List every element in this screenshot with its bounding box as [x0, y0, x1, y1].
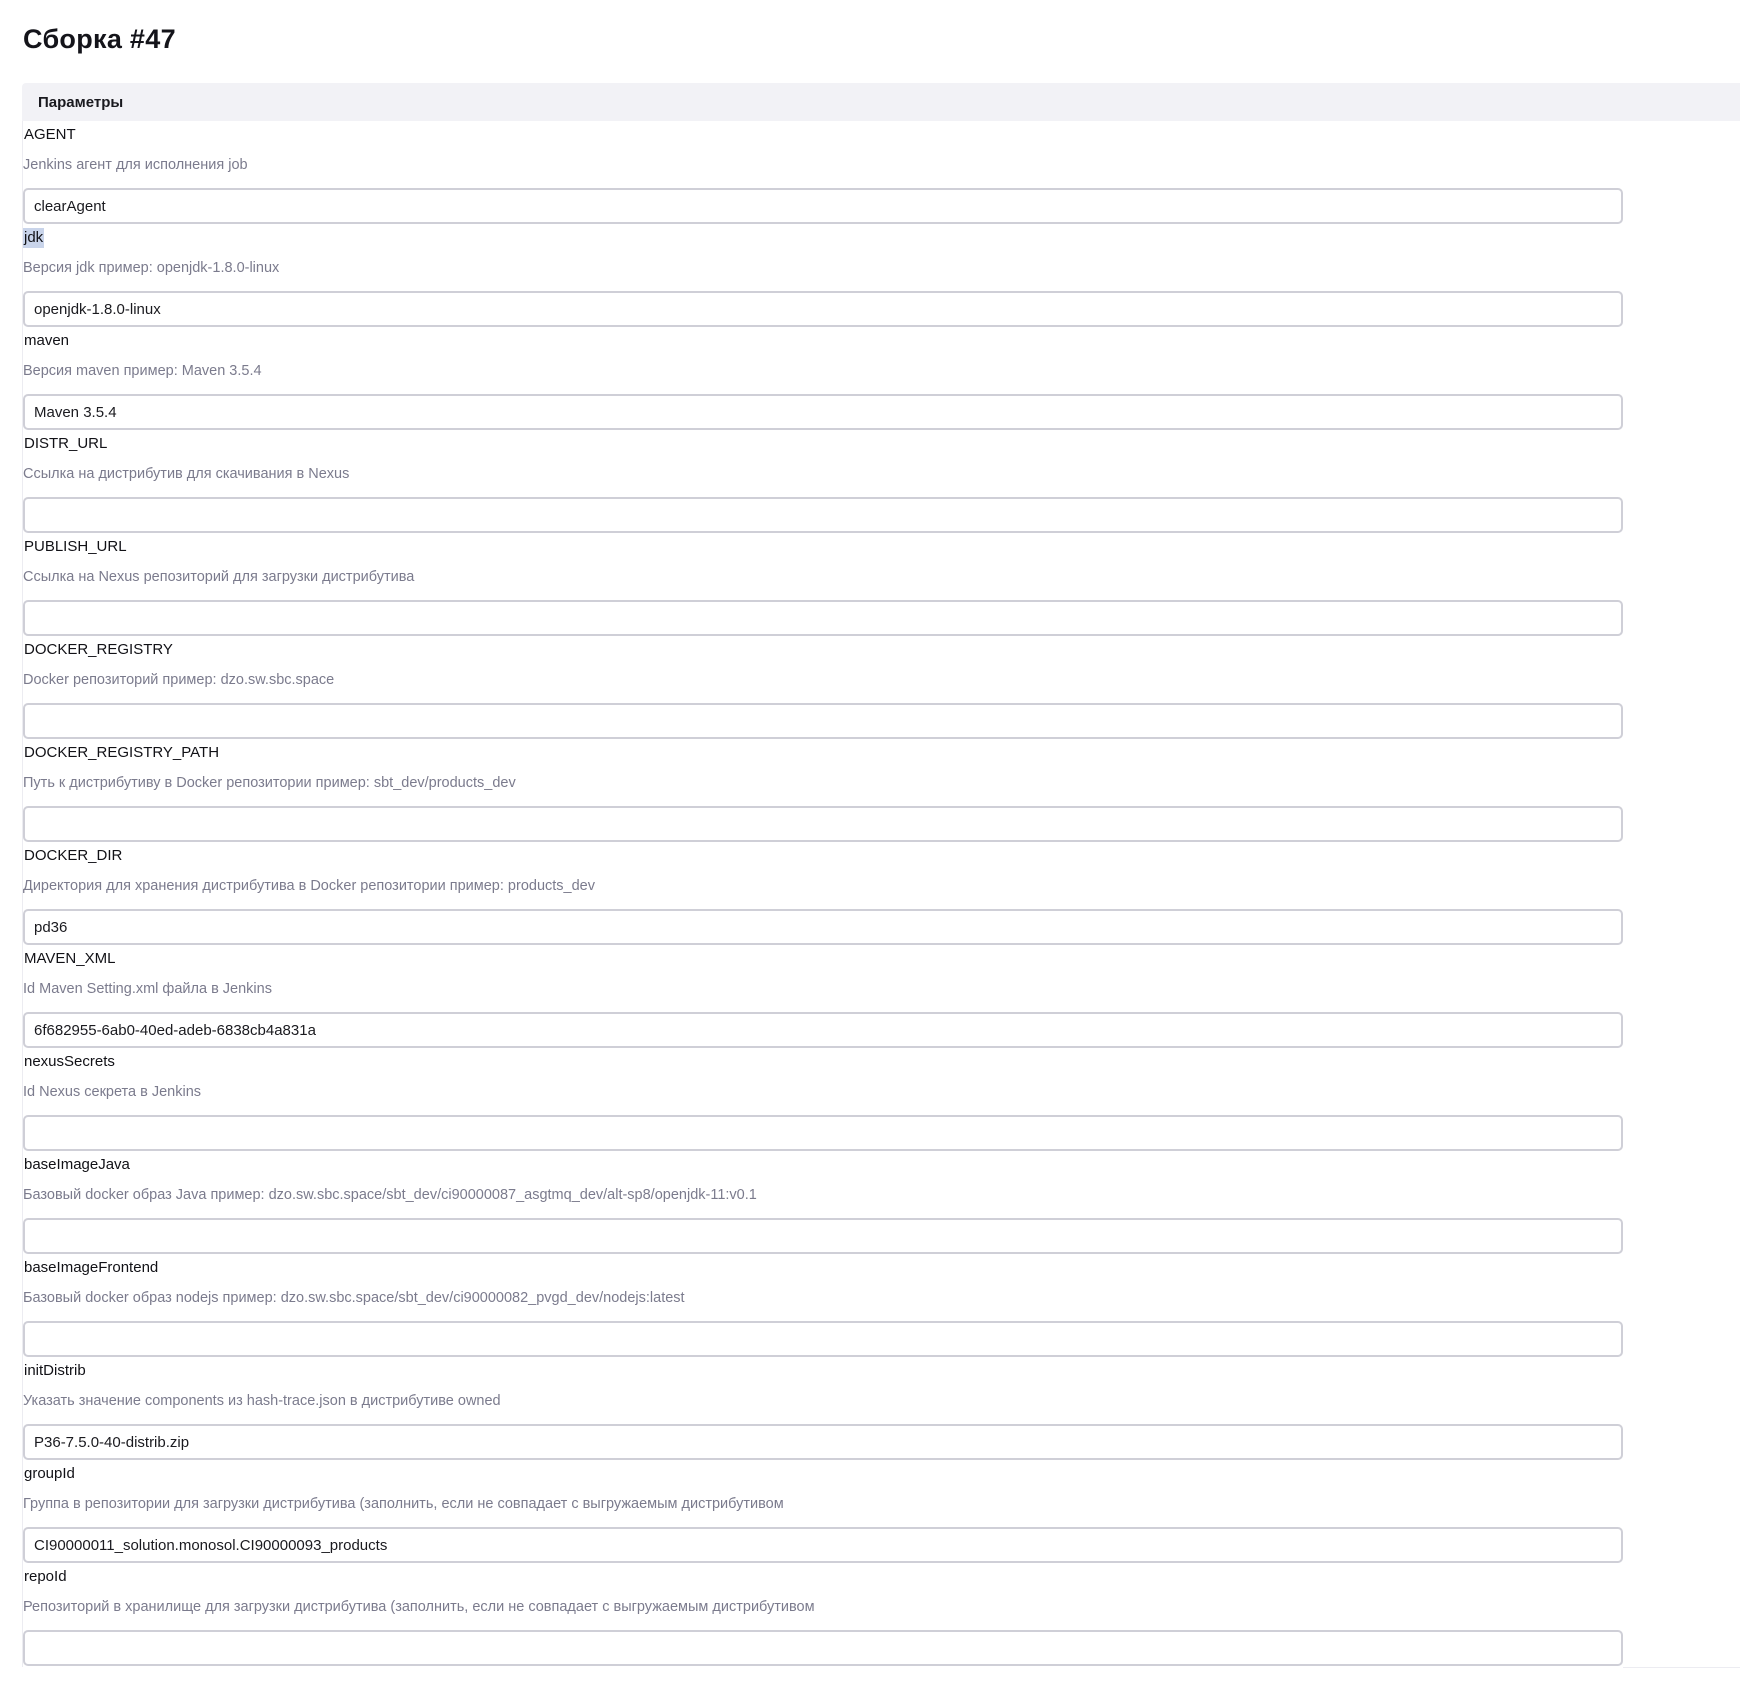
param-description: Указать значение components из hash-trace.json в дистрибутиве owned	[23, 1393, 501, 1409]
param-name: AGENT	[24, 126, 76, 143]
param-base-image-java-input[interactable]	[23, 1218, 1623, 1254]
param-name: DOCKER_DIR	[24, 847, 123, 864]
param-publish-url-input[interactable]	[23, 600, 1623, 636]
parameters-list	[23, 121, 1623, 1666]
param-jdk	[23, 224, 1623, 327]
param-docker-dir	[23, 842, 1623, 945]
param-docker-registry-path	[23, 739, 1623, 842]
param-description: Ссылка на дистрибутив для скачивания в Nexus	[23, 466, 350, 482]
param-distr-url	[23, 430, 1623, 533]
param-description: Docker репозиторий пример: dzo.sw.sbc.space	[23, 672, 335, 688]
param-description: Путь к дистрибутиву в Docker репозитории пример: sbt_dev/products_dev	[23, 775, 516, 791]
param-name: DISTR_URL	[24, 435, 108, 452]
param-description: Ссылка на Nexus репозиторий для загрузки дистрибутива	[23, 569, 415, 585]
param-base-image-frontend-input[interactable]	[23, 1321, 1623, 1357]
param-docker-registry-input[interactable]	[23, 703, 1623, 739]
param-maven-xml	[23, 945, 1623, 1048]
param-description: Id Maven Setting.xml файла в Jenkins	[23, 981, 272, 997]
param-description: Директория для хранения дистрибутива в Docker репозитории пример: products_dev	[23, 878, 595, 894]
param-description: Версия maven пример: Maven 3.5.4	[23, 363, 262, 379]
param-group-id	[23, 1460, 1623, 1563]
param-description: Версия jdk пример: openjdk-1.8.0-linux	[23, 260, 280, 276]
param-maven-xml-input[interactable]	[23, 1012, 1623, 1048]
param-description: Базовый docker образ nodejs пример: dzo.sw.sbc.space/sbt_dev/ci90000082_pvgd_dev/nodejs:latest	[23, 1290, 685, 1306]
param-nexus-secrets	[23, 1048, 1623, 1151]
param-repo-id	[23, 1563, 1623, 1666]
param-name: repoId	[24, 1568, 67, 1585]
param-name: groupId	[24, 1465, 75, 1482]
param-publish-url	[23, 533, 1623, 636]
param-docker-registry-path-input[interactable]	[23, 806, 1623, 842]
param-description: Группа в репозитории для загрузки дистрибутива (заполнить, если не совпадает с выгружаемым дистрибутивом	[23, 1496, 784, 1512]
param-name: jdk	[24, 229, 44, 246]
param-base-image-java	[23, 1151, 1623, 1254]
param-name: baseImageJava	[24, 1156, 130, 1173]
param-name: baseImageFrontend	[24, 1259, 159, 1276]
param-description: Jenkins агент для исполнения job	[23, 157, 248, 173]
param-base-image-frontend	[23, 1254, 1623, 1357]
param-jdk-input[interactable]	[23, 291, 1623, 327]
param-name: DOCKER_REGISTRY_PATH	[24, 744, 220, 761]
page-title: Сборка #47	[23, 24, 176, 54]
param-name: DOCKER_REGISTRY	[24, 641, 173, 658]
param-name: nexusSecrets	[24, 1053, 115, 1070]
param-name: initDistrib	[24, 1362, 86, 1379]
section-border-bottom	[1623, 1667, 1740, 1668]
param-maven-input[interactable]	[23, 394, 1623, 430]
param-maven	[23, 327, 1623, 430]
param-repo-id-input[interactable]	[23, 1630, 1623, 1666]
param-description: Id Nexus секрета в Jenkins	[23, 1084, 202, 1100]
param-name: MAVEN_XML	[24, 950, 116, 967]
param-init-distrib	[23, 1357, 1623, 1460]
param-description: Репозиторий в хранилище для загрузки дистрибутива (заполнить, если не совпадает с выгружаемым дистрибутивом	[23, 1599, 815, 1615]
param-docker-dir-input[interactable]	[23, 909, 1623, 945]
param-docker-registry	[23, 636, 1623, 739]
param-description: Базовый docker образ Java пример: dzo.sw.sbc.space/sbt_dev/ci90000087_asgtmq_dev/alt-sp8/openjdk-11:v0.1	[23, 1187, 757, 1203]
param-agent	[23, 121, 1623, 224]
param-agent-input[interactable]	[23, 188, 1623, 224]
param-nexus-secrets-input[interactable]	[23, 1115, 1623, 1151]
section-title: Параметры	[38, 93, 124, 111]
param-name: maven	[24, 332, 70, 349]
param-distr-url-input[interactable]	[23, 497, 1623, 533]
parameters-section-header	[22, 83, 1740, 121]
param-init-distrib-input[interactable]	[23, 1424, 1623, 1460]
param-group-id-input[interactable]	[23, 1527, 1623, 1563]
param-name: PUBLISH_URL	[24, 538, 127, 555]
